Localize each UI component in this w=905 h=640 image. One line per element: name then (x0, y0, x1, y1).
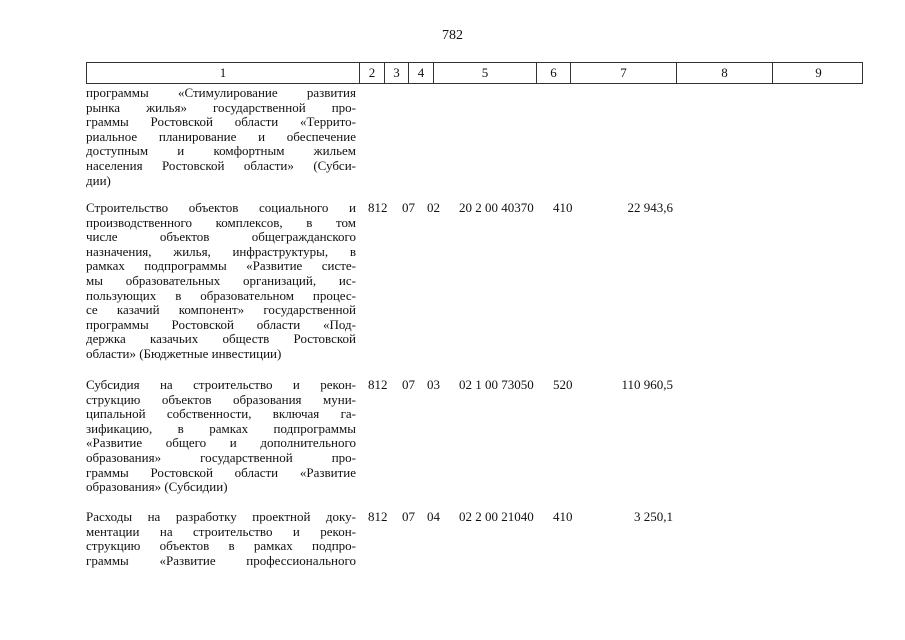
cell-expense-type: 410 (553, 200, 573, 215)
header-col-4: 4 (409, 63, 434, 83)
cell-subsection: 04 (427, 509, 440, 524)
cell-target-article: 02 2 00 21040 (459, 509, 534, 524)
cell-amount: 3 250,1 (634, 509, 673, 524)
cell-target-article: 20 2 00 40370 (459, 200, 534, 215)
cell-section: 07 (402, 509, 415, 524)
row-description: Расходы на разработку проектной доку- ментации на строительство и рекон- струкцию объектов в рамках подпро- граммы «Развитие профессионального (86, 509, 356, 568)
row-description: программы «Стимулирование развития рынка жилья» государственной про- граммы Ростовской области «Террито- риальное планирование и обеспечение доступным и комфортным жильем населения Ростовской области» (Субси- дии) (86, 85, 356, 188)
table-header (86, 62, 863, 84)
header-col-8: 8 (677, 63, 773, 83)
cell-section: 07 (402, 377, 415, 392)
cell-subsection: 02 (427, 200, 440, 215)
header-col-3: 3 (385, 63, 409, 83)
cell-expense-type: 410 (553, 509, 573, 524)
header-col-6: 6 (537, 63, 571, 83)
cell-target-article: 02 1 00 73050 (459, 377, 534, 392)
header-col-7: 7 (571, 63, 677, 83)
cell-amount: 22 943,6 (627, 200, 673, 215)
cell-ministry: 812 (368, 509, 388, 524)
header-col-9: 9 (815, 65, 822, 80)
cell-section: 07 (402, 200, 415, 215)
header-col-1: 1 (87, 63, 360, 83)
cell-amount: 110 960,5 (621, 377, 673, 392)
page-number: 782 (442, 28, 463, 43)
header-col-5: 5 (434, 63, 537, 83)
cell-subsection: 03 (427, 377, 440, 392)
cell-ministry: 812 (368, 377, 388, 392)
cell-ministry: 812 (368, 200, 388, 215)
header-col-2: 2 (360, 63, 385, 83)
cell-expense-type: 520 (553, 377, 573, 392)
row-description: Строительство объектов социального и производственного комплексов, в том числе объектов общегражданского назначения, жилья, инфраструктуры, в рамках подпрограммы «Развитие систе- мы образовательных организаций, ис- пользующих в образовательном процес- се казачий компонент» государственной программы Ростовской области «Под- держка казачьих обществ Ростовской области» (Бюджетные инвестиции) (86, 200, 356, 361)
row-description: Субсидия на строительство и рекон- струкцию объектов образования муни- ципальной собственности, включая га- зификацию, в рамках подпрограммы «Развитие общего и дополнительного образования» государственной про- граммы Ростовской области «Развитие образования» (Субсидии) (86, 377, 356, 495)
